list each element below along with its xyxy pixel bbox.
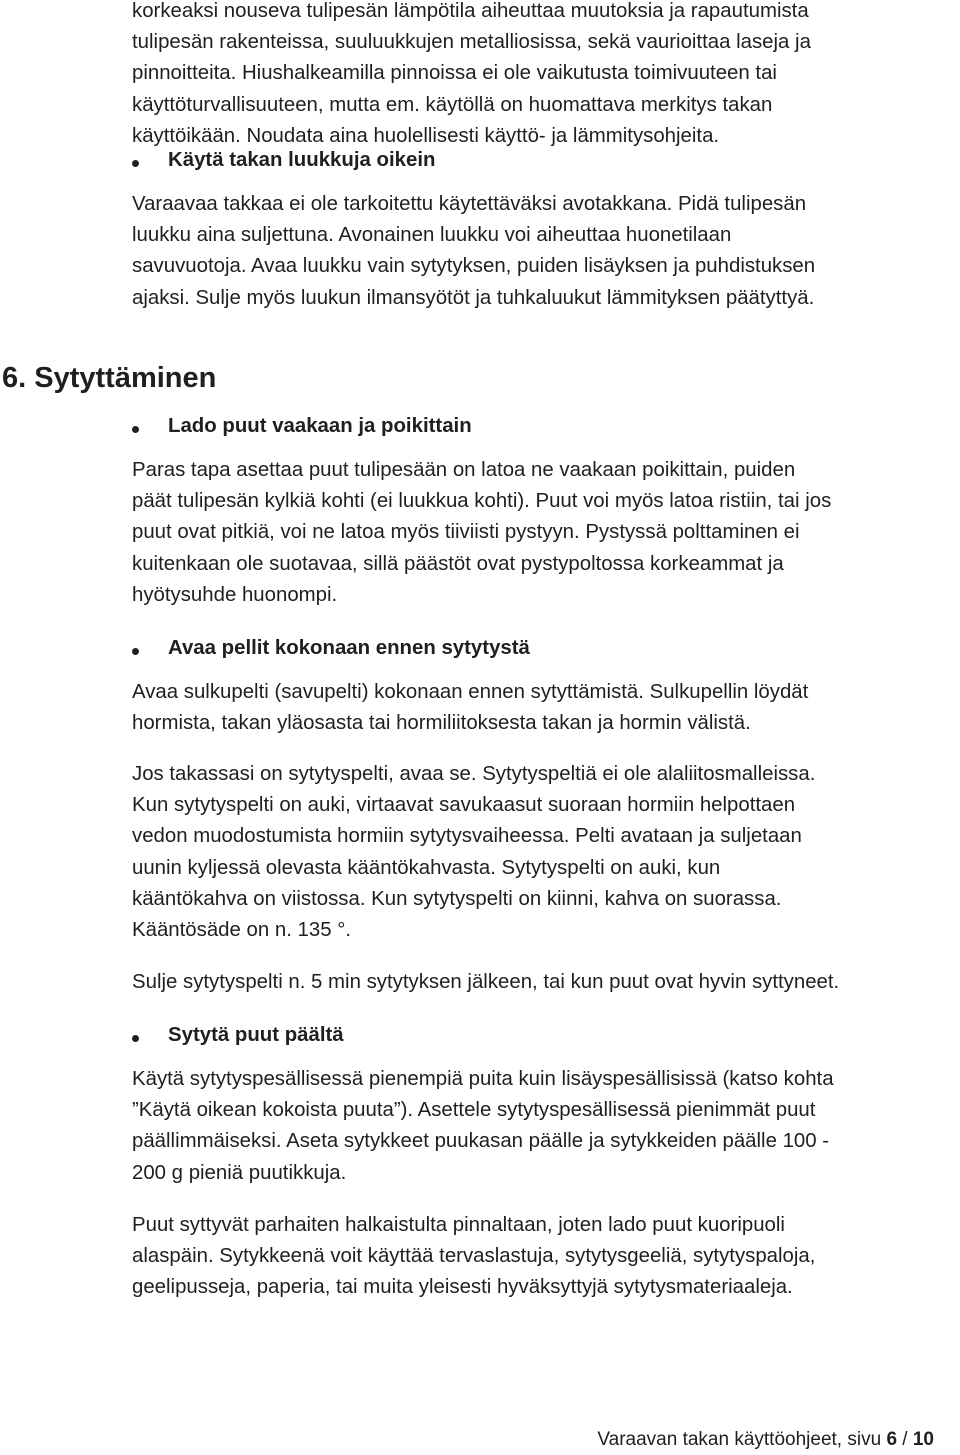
text-line: hyötysuhde huonompi. <box>132 583 338 606</box>
intro-paragraph <box>132 0 811 152</box>
footer-doc-title: Varaavan takan käyttöohjeet, sivu <box>597 1429 882 1450</box>
bullet-heading-text: Lado puut vaakaan ja poikittain <box>168 415 472 437</box>
text-line: savuvuotoja. Avaa luukku vain sytytyksen, puiden lisäyksen ja puhdistuksen <box>132 255 816 278</box>
text-line: uunin kyljessä olevasta kääntökahvasta. Sytytyspelti on auki, kun <box>132 856 721 879</box>
text-line: kuitenkaan ole suotavaa, sillä päästöt ovat pystypoltossa korkeammat ja <box>132 552 784 575</box>
text-line: päällimmäiseksi. Aseta sytykkeet puukasan päälle ja sytykkeiden päälle 100 - <box>132 1130 830 1153</box>
text-line: Käytä sytytyspesällisessä pienempiä puita kuin lisäyspesällisissä (katso kohta <box>132 1068 834 1090</box>
paragraph <box>132 455 831 611</box>
text-line: luukku aina suljettuna. Avonainen luukku voi aiheuttaa huonetilaan <box>132 224 732 247</box>
chapter-heading: 6. Sytyttäminen <box>2 362 217 394</box>
bullet-dot-icon <box>132 426 139 433</box>
text-line: Sulje sytytyspelti n. 5 min sytytyksen jälkeen, tai kun puut ovat hyvin syttyneet. <box>132 971 840 993</box>
paragraph <box>132 1210 815 1304</box>
text-line: ajaksi. Sulje myös luukun ilmansyötöt ja tuhkaluukut lämmityksen päätyttyä. <box>132 286 815 309</box>
text-line: ”Käytä oikean kokoista puuta”). Asettele sytytyspesällisessä pienimmät puut <box>132 1099 816 1122</box>
paragraph <box>132 759 815 946</box>
text-line: käyttöturvallisuuteen, mutta em. käytöllä on huomattava merkitys takan <box>132 93 773 116</box>
bullet-heading-text: Sytytä puut päältä <box>168 1024 344 1046</box>
text-line: alaspäin. Sytykkeenä voit käyttää tervaslastuja, sytytysgeeliä, sytytyspaloja, <box>132 1245 816 1268</box>
text-line: 200 g pieniä puutikkuja. <box>132 1161 347 1184</box>
text-line: pinnoitteita. Hiushalkeamilla pinnoissa ei ole vaikutusta toimivuuteen tai <box>132 62 777 85</box>
text-line: Varaavaa takkaa ei ole tarkoitettu käytettäväksi avotakkana. Pidä tulipesän <box>132 193 807 215</box>
text-line: Paras tapa asettaa puut tulipesään on latoa ne vaakaan poikittain, puiden <box>132 459 796 481</box>
text-line: puut ovat pitkiä, voi ne latoa myös tiiviisti pystyyn. Pystyssä polttaminen ei <box>132 521 800 544</box>
footer-page-number: 6 <box>886 1429 898 1450</box>
text-line: hormista, takan yläosasta tai hormiliitoksesta takan ja hormin välistä. <box>132 712 751 735</box>
text-line: Jos takassasi on sytytyspelti, avaa se. Sytytyspeltiä ei ole alaliitosmalleissa. <box>132 763 816 785</box>
text-line: päät tulipesän kylkiä kohti (ei luukkua kohti). Puut voi myös latoa ristiin, tai jos <box>132 490 832 513</box>
text-line: Avaa sulkupelti (savupelti) kokonaan ennen sytyttämistä. Sulkupellin löydät <box>132 681 809 703</box>
bullet-dot-icon <box>132 160 139 167</box>
footer-page-total: 10 <box>912 1429 934 1450</box>
text-line: Puut syttyvät parhaiten halkaistulta pinnaltaan, joten lado puut kuoripuoli <box>132 1214 785 1236</box>
bullet-dot-icon <box>132 1035 139 1042</box>
paragraph <box>132 677 808 739</box>
paragraph <box>132 967 839 998</box>
text-line: kääntökahva on viistossa. Kun sytytyspelti on kiinni, kahva on suorassa. <box>132 887 782 910</box>
page-footer <box>597 1429 934 1451</box>
text-line: vedon muodostumista hormiin sytytysvaiheessa. Pelti avataan ja suljetaan <box>132 825 802 848</box>
footer-separator: / <box>902 1429 908 1450</box>
paragraph <box>132 1064 834 1189</box>
bullet-heading-text: Käytä takan luukkuja oikein <box>168 149 436 171</box>
paragraph <box>132 189 815 314</box>
text-line: Kun sytytyspelti on auki, virtaavat savukaasut suoraan hormiin helpottaen <box>132 794 796 817</box>
bullet-dot-icon <box>132 648 139 655</box>
text-line: Kääntösäde on n. 135 °. <box>132 919 352 942</box>
text-line: tulipesän rakenteissa, suuluukkujen metalliosissa, sekä vaurioittaa laseja ja <box>132 31 811 54</box>
text-line: korkeaksi nouseva tulipesän lämpötila aiheuttaa muutoksia ja rapautumista <box>132 0 809 22</box>
bullet-heading-text: Avaa pellit kokonaan ennen sytytystä <box>168 637 530 659</box>
text-line: geelipusseja, paperia, tai muita yleisesti hyväksyttyjä sytytysmateriaaleja. <box>132 1276 793 1299</box>
text-line: käyttöikään. Noudata aina huolellisesti käyttö- ja lämmitysohjeita. <box>132 124 720 147</box>
